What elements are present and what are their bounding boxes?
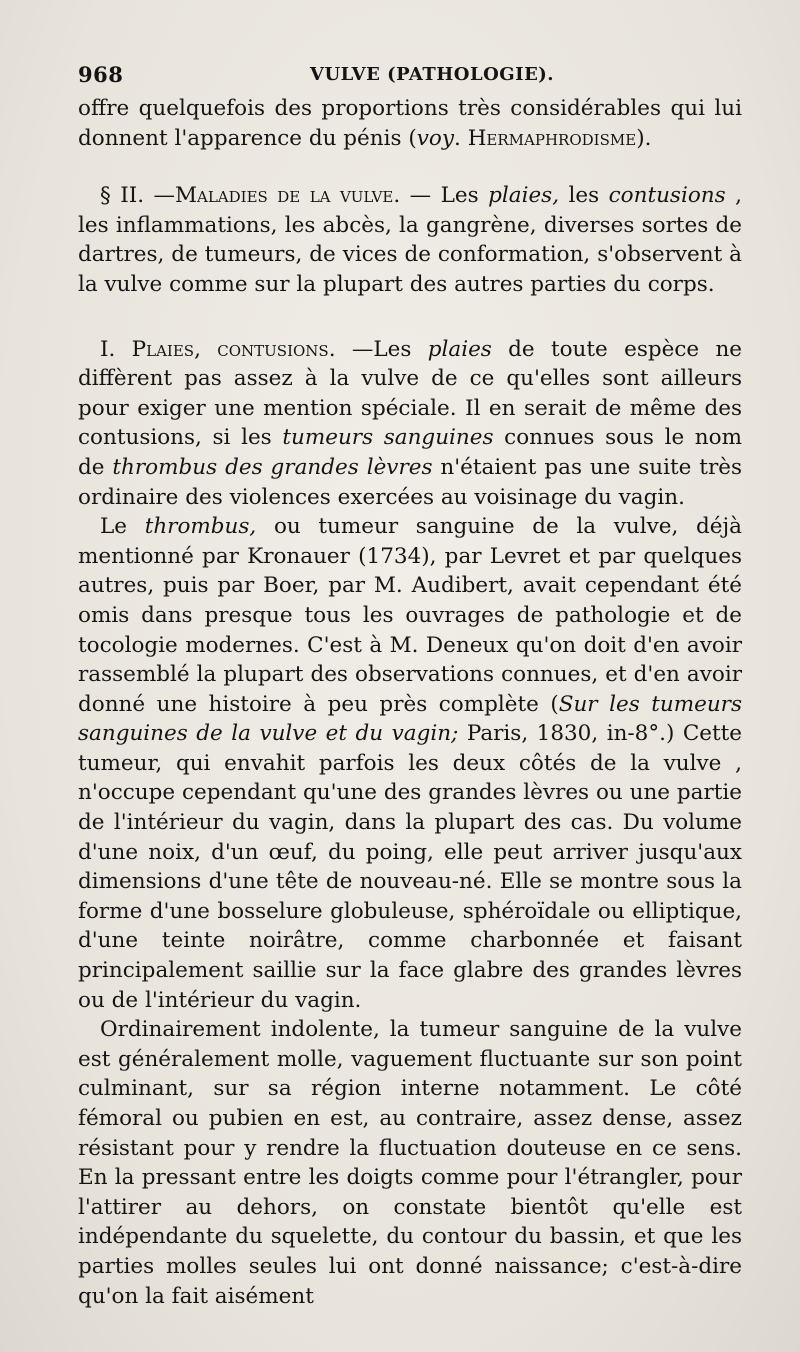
text-run: —Les	[335, 336, 428, 362]
subsection-paragraph	[78, 335, 742, 513]
text-run: ).	[636, 125, 652, 151]
text-run: les	[559, 183, 609, 209]
text-run: connues sous le nom de	[78, 425, 742, 480]
text-run: ou tumeur sanguine de la vulve, déjà mentionné par Kronauer (1734), par Levret et par quelques autres, puis par Boer, par M. Audibert, avait cependant été omis dans presque tous les ouvrages de pathologie et de tocologie modernes. C'est à M. Deneux qu'on doit d'en avoir rassemblé la plupart des observations connues, et d'en avoir donné une histoire à peu près complète (	[78, 514, 742, 717]
text-run: .	[454, 125, 468, 151]
text-run: de toute espèce ne diffèrent pas assez à la vulve de ce qu'elles sont ailleurs pour exiger une mention spéciale. Il en serait de même des contusions, si les	[78, 336, 743, 451]
italic-run: tumeurs sanguines	[282, 425, 494, 451]
paragraph	[78, 512, 742, 1015]
text-run: — Les	[400, 183, 489, 209]
text-run: n'étaient pas une suite très ordinaire des violences exercées au voisinage du vagin.	[78, 454, 742, 510]
italic-run: plaies,	[488, 183, 560, 209]
italic-run: plaies	[427, 336, 492, 362]
spacer	[78, 153, 742, 181]
italic-run: voy	[416, 125, 455, 151]
section-title: Maladies de la vulve.	[174, 183, 401, 209]
italic-run: contusions	[608, 183, 726, 209]
italic-run: thrombus des grandes lèvres	[112, 454, 433, 480]
paragraph: Ordinairement indolente, la tumeur sanguine de la vulve est généralement molle, vaguement fluctuante sur son point culminant, sur sa région interne notamment. Le côté fémoral ou pubien en est, au contraire, assez dense, assez résistant pour y rendre la fluctuation douteuse en ce sens. En la pressant entre les doigts comme pour l'étrangler, pour l'attirer au dehors, on constate bientôt qu'elle est indépendante du squelette, du contour du bassin, et que les parties molles seules lui ont donné naissance; c'est-à-dire qu'on la fait aisément	[78, 1017, 742, 1309]
small-caps-run: Hermaphrodisme	[467, 125, 637, 151]
bleed-through-texture	[210, 1222, 730, 1246]
subsection-title: Plaies, contusions.	[131, 336, 336, 362]
text-run: offre quelquefois des proportions très considérables qui lui donnent l'apparence du pénis (	[78, 96, 742, 151]
page-number: 968	[78, 62, 124, 87]
subsection-number: I.	[100, 336, 116, 362]
page-body	[78, 94, 742, 1311]
citation-title: Sur les tumeurs sanguines de la vulve et du vagin;	[78, 691, 742, 747]
running-title: VULVE (PATHOLOGIE).	[310, 64, 555, 85]
text-run: , les inflammations, les abcès, la gangrène, diverses sortes de dartres, de tumeurs, de vices de conformation, s'observent à la vulve comme sur la plupart des autres parties du corps.	[78, 183, 742, 297]
paragraph-continuation	[78, 94, 742, 153]
text-run: Le	[100, 514, 145, 540]
running-head	[78, 54, 742, 94]
section-heading-paragraph	[78, 181, 742, 299]
section-number: § II. —	[100, 183, 175, 209]
spacer	[78, 300, 742, 335]
text-run: Paris, 1830, in-8°.) Cette tumeur, qui envahit parfois les deux côtés de la vulve , n'occupe cependant qu'une des grandes lèvres ou une partie de l'intérieur du vagin, dans la plupart des cas. Du volume d'une noix, d'un œuf, du poing, elle peut arriver jusqu'aux dimensions d'une tête de nouveau-né. Elle se montre sous la forme d'une bosselure globuleuse, sphéroïdale ou elliptique, d'une teinte noirâtre, comme charbonnée et faisant principalement saillie sur la face glabre des grandes lèvres ou de l'intérieur du vagin.	[78, 721, 742, 1013]
italic-run: thrombus,	[144, 514, 257, 540]
